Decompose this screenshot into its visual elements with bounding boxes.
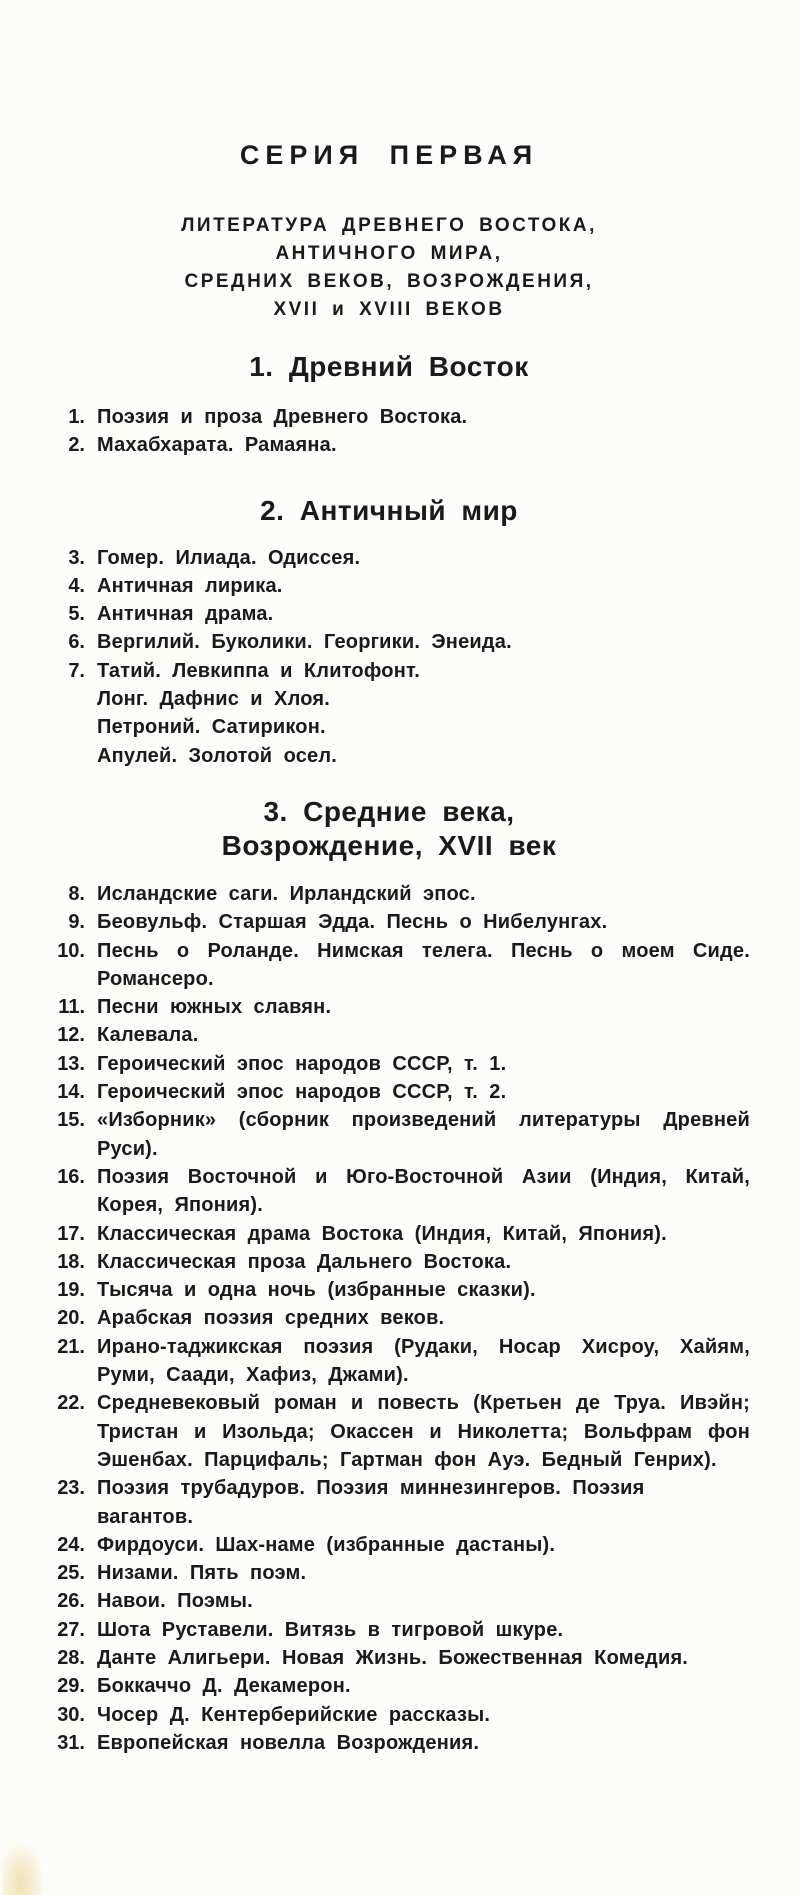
list-item: [38, 1333, 750, 1390]
item-number: 10.: [57, 939, 85, 962]
item-text-line: Низами. Пять поэм.: [97, 1562, 307, 1585]
toc-section: [0, 795, 800, 1757]
subtitle-line: СРЕДНИХ ВЕКОВ, ВОЗРОЖДЕНИЯ,: [184, 271, 594, 292]
list-item: [38, 937, 750, 994]
list-item: [38, 1106, 750, 1163]
item-text-line: Классическая проза Дальнего Востока.: [97, 1250, 512, 1273]
item-text: [97, 431, 750, 459]
item-number: 7.: [68, 659, 85, 682]
item-text-line: Романсеро.: [97, 967, 214, 990]
item-text: [97, 1050, 750, 1078]
series-title: СЕРИЯ ПЕРВАЯ: [239, 140, 539, 170]
item-text-line: Средневековый роман и повесть (Кретьен де Труа. Ивэйн;: [97, 1392, 750, 1415]
item-text-line: Апулей. Золотой осел.: [97, 744, 338, 767]
item-text: [97, 1163, 750, 1220]
list-item: [38, 657, 750, 770]
item-text: [97, 1559, 750, 1587]
item-number: 21.: [57, 1335, 85, 1358]
item-text-line: Руси).: [97, 1137, 158, 1160]
item-number: 31.: [57, 1731, 85, 1754]
list-item: [38, 908, 750, 936]
toc-section: [0, 494, 800, 770]
list-item: [38, 1559, 750, 1587]
item-text: [97, 1333, 750, 1390]
list-item: [38, 1701, 750, 1729]
item-text: [97, 1531, 750, 1559]
item-text: [97, 1304, 750, 1332]
item-text: [97, 908, 750, 936]
item-number: 9.: [68, 911, 85, 934]
list-item: [38, 1587, 750, 1615]
series-contents: [0, 350, 800, 1757]
item-number: 16.: [57, 1165, 85, 1188]
item-text: [97, 937, 750, 994]
item-number: 5.: [68, 603, 85, 626]
item-text-line: Античная драма.: [97, 603, 274, 626]
item-text-line: «Изборник» (сборник произведений литературы Древней: [97, 1109, 750, 1132]
list-item: [38, 628, 750, 656]
item-text-line: Чосер Д. Кентерберийские рассказы.: [97, 1703, 491, 1726]
item-text-line: Корея, Япония).: [97, 1194, 263, 1217]
item-text: [97, 1220, 750, 1248]
item-text: [97, 1021, 750, 1049]
item-text-line: Исландские саги. Ирландский эпос.: [97, 882, 476, 905]
book-list: [38, 544, 750, 770]
item-text-line: Европейская новелла Возрождения.: [97, 1731, 480, 1754]
list-item: [38, 1248, 750, 1276]
list-item: [38, 1078, 750, 1106]
list-item: [38, 403, 750, 431]
item-number: 20.: [57, 1307, 85, 1330]
item-number: 2.: [68, 434, 85, 457]
section-heading: [0, 350, 800, 384]
book-list: [38, 403, 750, 460]
item-text-line: Героический эпос народов СССР, т. 2.: [97, 1081, 507, 1104]
list-item: [38, 544, 750, 572]
section-heading: [0, 795, 800, 863]
item-text: [97, 403, 750, 431]
series-subtitle: [0, 212, 800, 324]
item-text-line: Вергилий. Буколики. Георгики. Энеида.: [97, 631, 512, 654]
list-item: [38, 1531, 750, 1559]
item-text: [97, 1644, 750, 1672]
item-number: 3.: [68, 546, 85, 569]
item-number: 6.: [68, 631, 85, 654]
section-heading-line: 2. Античный мир: [260, 494, 518, 526]
item-number: 14.: [57, 1081, 85, 1104]
item-text: [97, 1389, 750, 1474]
item-number: 23.: [57, 1477, 85, 1500]
item-text: [97, 1616, 750, 1644]
section-heading-line: Возрождение, XVII век: [221, 829, 557, 861]
item-text-line: Гомер. Илиада. Одиссея.: [97, 546, 361, 569]
list-item: [38, 880, 750, 908]
list-item: [38, 431, 750, 459]
item-text: [97, 600, 750, 628]
item-text-line: Песни южных славян.: [97, 996, 332, 1019]
item-text: [97, 544, 750, 572]
list-item: [38, 1644, 750, 1672]
item-text: [97, 880, 750, 908]
item-number: 27.: [57, 1618, 85, 1641]
item-text-line: Махабхарата. Рамаяна.: [97, 434, 337, 457]
item-text-line: Поэзия и проза Древнего Востока.: [97, 406, 468, 428]
item-number: 24.: [57, 1533, 85, 1556]
list-item: [38, 993, 750, 1021]
item-number: 13.: [57, 1052, 85, 1075]
item-text-line: Навои. Поэмы.: [97, 1590, 253, 1613]
item-text-line: Тристан и Изольда; Окассен и Николетта; Вольфрам фон: [97, 1420, 750, 1443]
item-number: 26.: [57, 1590, 85, 1613]
subtitle-line: XVII и XVIII ВЕКОВ: [273, 299, 505, 320]
item-text-line: Калевала.: [97, 1024, 199, 1047]
item-text: [97, 1106, 750, 1163]
item-number: 28.: [57, 1646, 85, 1669]
book-list: [38, 880, 750, 1757]
item-text-line: Арабская поэзия средних веков.: [97, 1307, 445, 1330]
list-item: [38, 1616, 750, 1644]
list-item: [38, 1474, 750, 1531]
item-text-line: Ирано-таджикская поэзия (Рудаки, Носар Хисроу, Хайям,: [97, 1335, 750, 1358]
section-heading-line: 3. Средние века,: [263, 795, 515, 827]
item-text-line: Беовульф. Старшая Эдда. Песнь о Нибелунгах.: [97, 911, 608, 934]
item-text-line: Героический эпос народов СССР, т. 1.: [97, 1052, 507, 1075]
item-text: [97, 1248, 750, 1276]
item-number: 1.: [68, 406, 85, 428]
item-text: [97, 628, 750, 656]
item-text-line: Классическая драма Востока (Индия, Китай, Япония).: [97, 1222, 667, 1245]
list-item: [38, 600, 750, 628]
item-number: 25.: [57, 1562, 85, 1585]
section-heading: [0, 494, 800, 528]
item-number: 17.: [57, 1222, 85, 1245]
item-text-line: Эшенбах. Парцифаль; Гартман фон Ауэ. Бедный Генрих).: [97, 1448, 717, 1471]
item-text-line: Античная лирика.: [97, 574, 283, 597]
item-text-line: Песнь о Роланде. Нимская телега. Песнь о моем Сиде.: [97, 939, 750, 962]
item-number: 18.: [57, 1250, 85, 1273]
item-text: [97, 993, 750, 1021]
list-item: [38, 1304, 750, 1332]
subtitle-line: ЛИТЕРАТУРА ДРЕВНЕГО ВОСТОКА,: [181, 215, 597, 236]
item-text: [97, 1701, 750, 1729]
item-text-line: Поэзия Восточной и Юго-Восточной Азии (Индия, Китай,: [97, 1165, 750, 1188]
list-item: [38, 1163, 750, 1220]
list-item: [38, 1220, 750, 1248]
item-number: 22.: [57, 1392, 85, 1415]
list-item: [38, 1672, 750, 1700]
item-text: [97, 1276, 750, 1304]
list-item: [38, 1021, 750, 1049]
item-text-line: Фирдоуси. Шах-наме (избранные дастаны).: [97, 1533, 556, 1556]
item-number: 4.: [68, 574, 85, 597]
section-heading-line: 1. Древний Восток: [249, 351, 529, 382]
item-number: 8.: [68, 882, 85, 905]
item-text-line: вагантов.: [97, 1505, 194, 1528]
item-text-line: Поэзия трубадуров. Поэзия миннезингеров. Поэзия: [97, 1477, 645, 1500]
item-number: 11.: [58, 996, 85, 1019]
item-text-line: Шота Руставели. Витязь в тигровой шкуре.: [97, 1618, 564, 1641]
list-item: [38, 572, 750, 600]
item-number: 19.: [57, 1279, 85, 1302]
subtitle-line: АНТИЧНОГО МИРА,: [275, 243, 503, 264]
item-text: [97, 572, 750, 600]
item-text-line: Данте Алигьери. Новая Жизнь. Божественная Комедия.: [97, 1646, 689, 1669]
item-text: [97, 1729, 750, 1757]
item-text-line: Руми, Саади, Хафиз, Джами).: [97, 1364, 409, 1387]
item-text-line: Татий. Левкиппа и Клитофонт.: [97, 659, 420, 682]
list-item: [38, 1389, 750, 1474]
item-text: [97, 1474, 750, 1531]
item-text: [97, 1672, 750, 1700]
list-item: [38, 1050, 750, 1078]
item-number: 15.: [57, 1109, 85, 1132]
item-number: 12.: [57, 1024, 85, 1047]
item-text: [97, 657, 750, 770]
item-text-line: Боккаччо Д. Декамерон.: [97, 1675, 351, 1698]
item-text-line: Лонг. Дафнис и Хлоя.: [97, 688, 331, 711]
item-number: 29.: [57, 1675, 85, 1698]
item-text: [97, 1078, 750, 1106]
item-text-line: Петроний. Сатирикон.: [97, 716, 326, 739]
list-item: [38, 1729, 750, 1757]
item-text: [97, 1587, 750, 1615]
list-item: [38, 1276, 750, 1304]
scan-stain: [2, 1843, 44, 1895]
item-number: 30.: [57, 1703, 85, 1726]
toc-section: [0, 350, 800, 460]
item-text-line: Тысяча и одна ночь (избранные сказки).: [97, 1279, 536, 1302]
